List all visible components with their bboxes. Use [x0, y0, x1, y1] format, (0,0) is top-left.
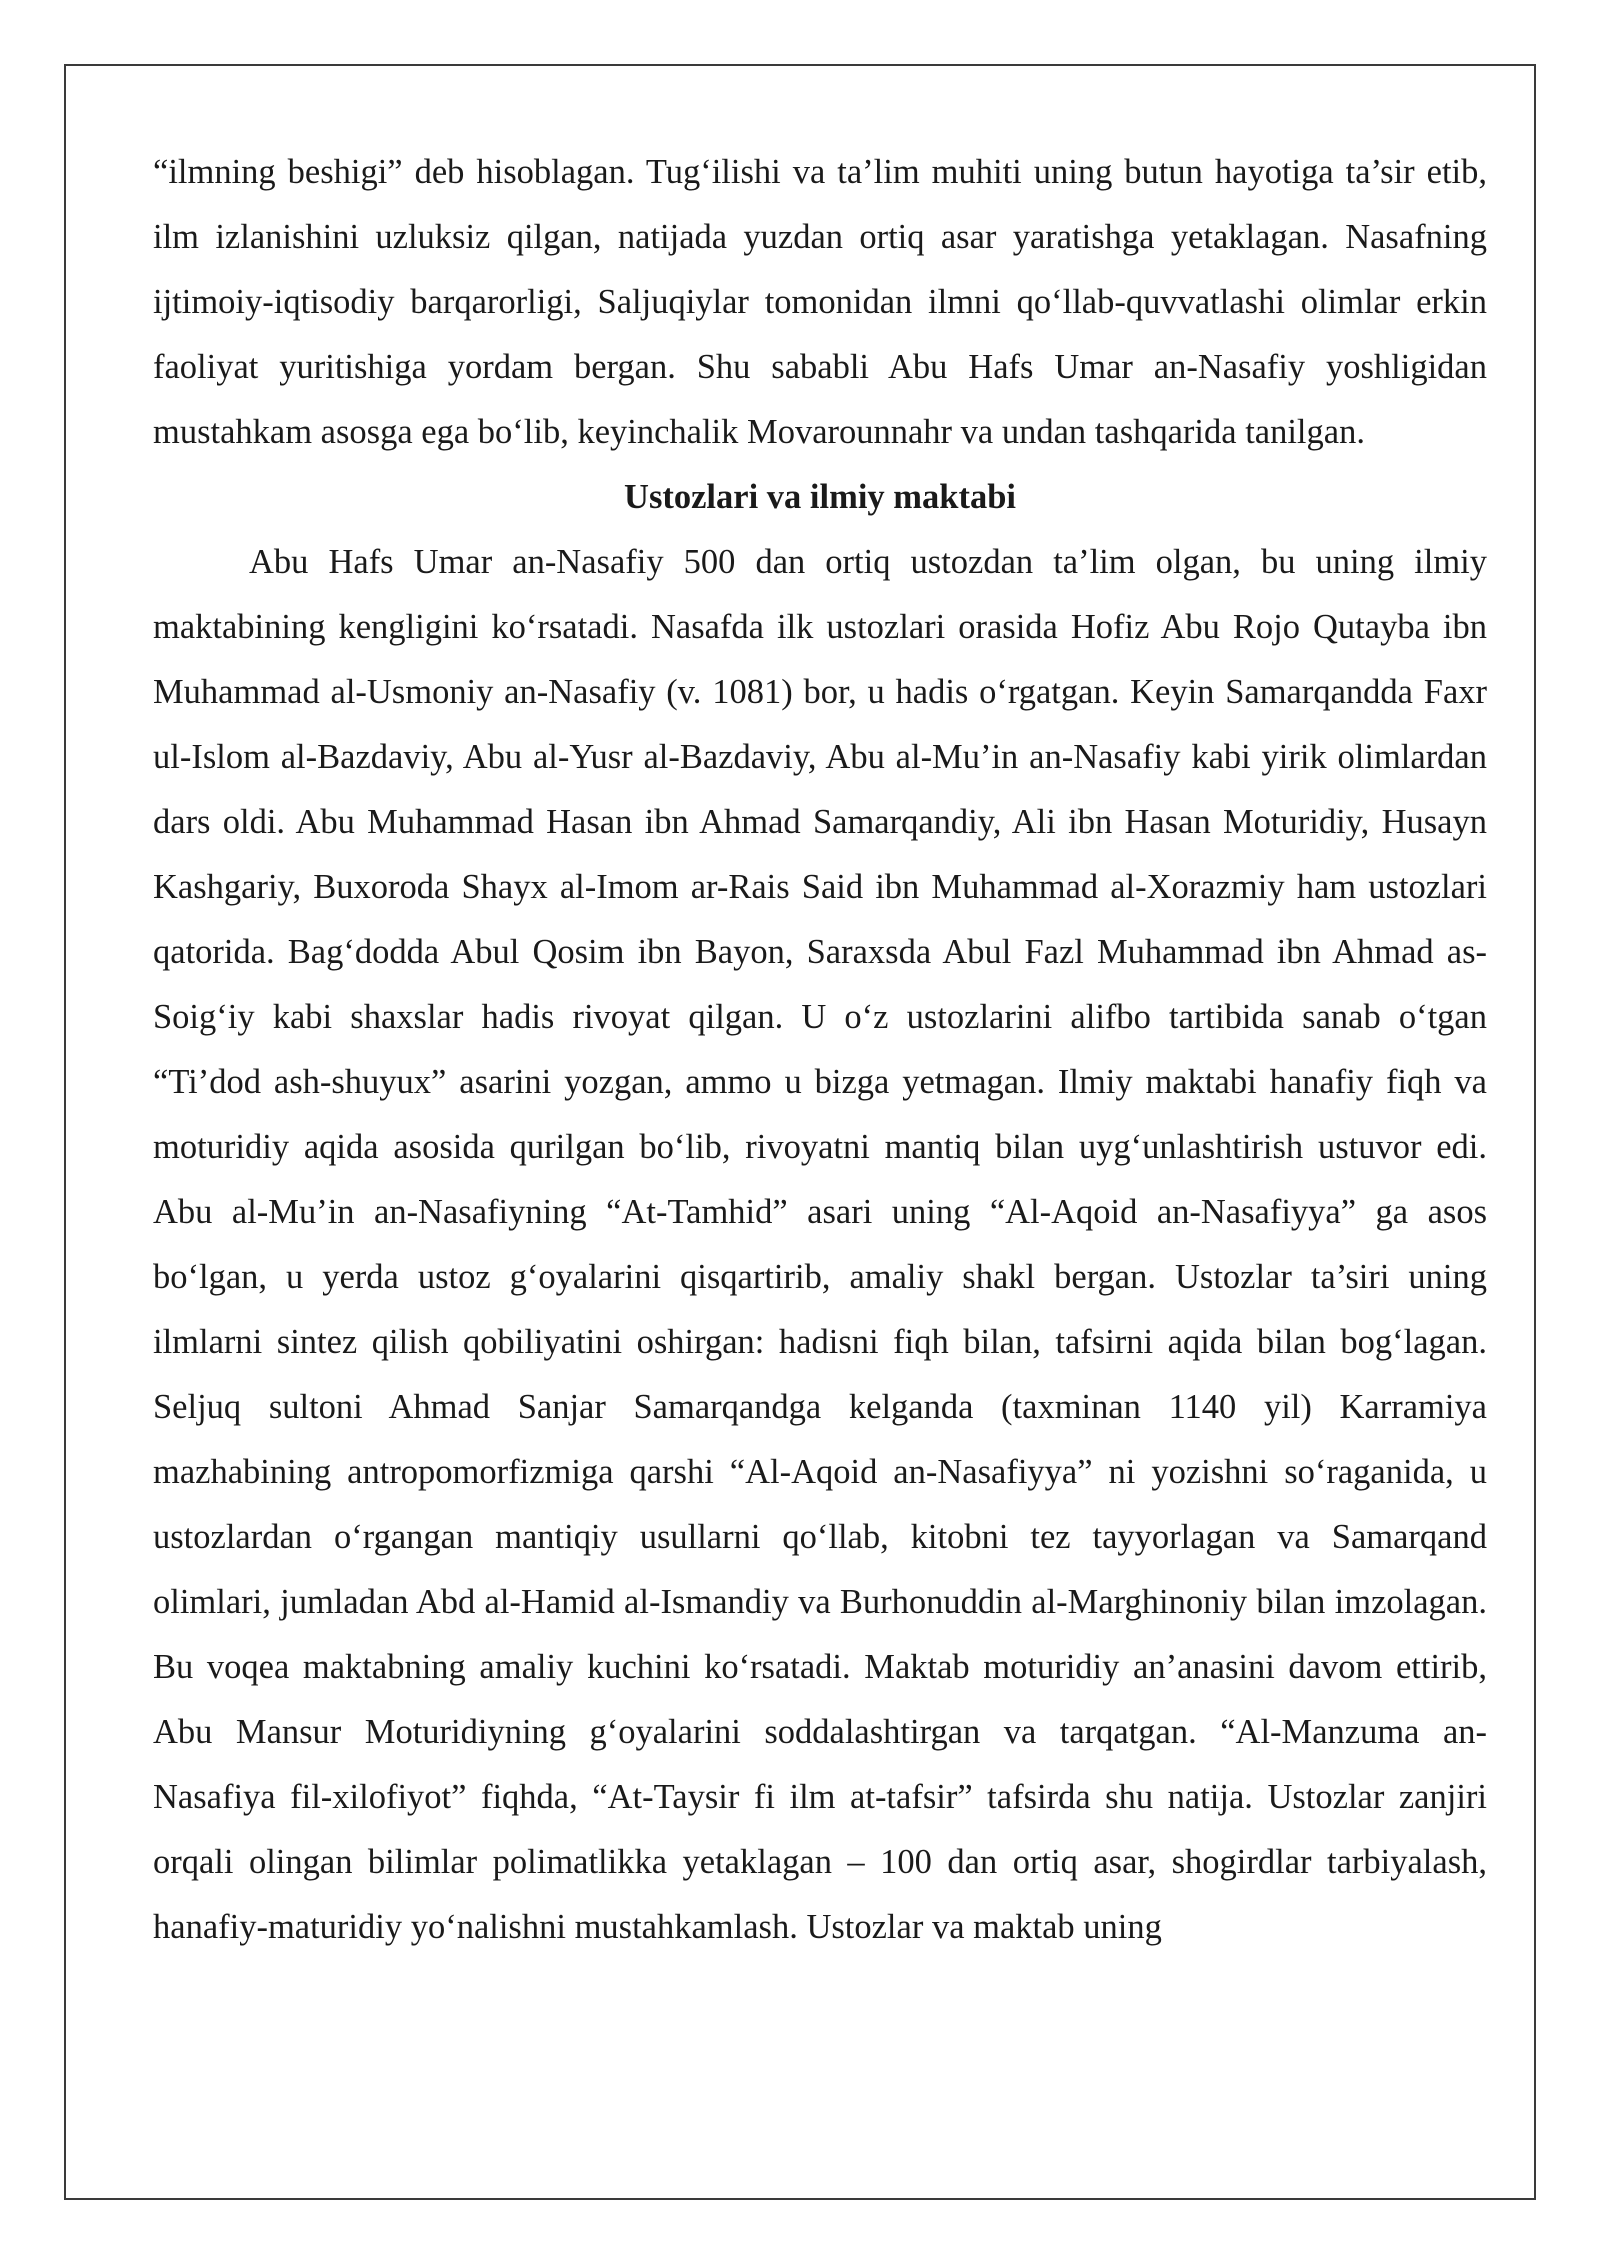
- body-paragraph: Abu Hafs Umar an-Nasafiy 500 dan ortiq ustozdan ta’lim olgan, bu uning ilmiy maktabining kengligini ko‘rsatadi. Nasafda ilk ustozlari orasida Hofiz Abu Rojo Qutayba ibn Muhammad al-Usmoniy an-Nasafiy (v. 1081) bor, u hadis o‘rgatgan. Keyin Samarqandda Faxr ul-Islom al-Bazdaviy, Abu al-Yusr al-Bazdaviy, Abu al-Mu’in an-Nasafiy kabi yirik olimlardan dars oldi. Abu Muhammad Hasan ibn Ahmad Samarqandiy, Ali ibn Hasan Moturidiy, Husayn Kashgariy, Buxoroda Shayx al-Imom ar-Rais Said ibn Muhammad al-Xorazmiy ham ustozlari qatorida. Bag‘dodda Abul Qosim ibn Bayon, Saraxsda Abul Fazl Muhammad ibn Ahmad as-Soig‘iy kabi shaxslar hadis rivoyat qilgan. U o‘z ustozlarini alifbo tartibida sanab o‘tgan “Ti’dod ash-shuyux” asarini yozgan, ammo u bizga yetmagan. Ilmiy maktabi hanafiy fiqh va moturidiy aqida asosida qurilgan bo‘lib, rivoyatni mantiq bilan uyg‘unlashtirish ustuvor edi. Abu al-Mu’in an-Nasafiyning “At-Tamhid” asari uning “Al-Aqoid an-Nasafiyya” ga asos bo‘lgan, u yerda ustoz g‘oyalarini qisqartirib, amaliy shakl bergan. Ustozlar ta’siri uning ilmlarni sintez qilish qobiliyatini oshirgan: hadisni fiqh bilan, tafsirni aqida bilan bog‘lagan. Seljuq sultoni Ahmad Sanjar Samarqandga kelganda (taxminan 1140 yil) Karramiya mazhabining antropomorfizmiga qarshi “Al-Aqoid an-Nasafiyya” ni yozishni so‘raganida, u ustozlardan o‘rgangan mantiqiy usullarni qo‘llab, kitobni tez tayyorlagan va Samarqand olimlari, jumladan Abd al-Hamid al-Ismandiy va Burhonuddin al-Marghinoniy bilan imzolagan. Bu voqea maktabning amaliy kuchini ko‘rsatadi. Maktab moturidiy an’anasini davom ettirib, Abu Mansur Moturidiyning g‘oyalarini soddalashtirgan va tarqatgan. “Al-Manzuma an-Nasafiya fil-xilofiyot” fiqhda, “At-Taysir fi ilm at-tafsir” tafsirda shu natija. Ustozlar zanjiri orqali olingan bilimlar polimatlikka yetaklagan – 100 dan ortiq asar, shogirdlar tarbiyalash, hanafiy-maturidiy yo‘nalishni mustahkamlash. Ustozlar va maktab uning: [153, 543, 1487, 1946]
- intro-paragraph: “ilmning beshigi” deb hisoblagan. Tug‘ilishi va ta’lim muhiti uning butun hayotiga ta’sir etib, ilm izlanishini uzluksiz qilgan, natijada yuzdan ortiq asar yaratishga yetaklagan. Nasafning ijtimoiy-iqtisodiy barqarorligi, Saljuqiylar tomonidan ilmni qo‘llab-quvvatlashi olimlar erkin faoliyat yuritishiga yordam bergan. Shu sababli Abu Hafs Umar an-Nasafiy yoshligidan mustahkam asosga ega bo‘lib, keyinchalik Movarounnahr va undan tashqarida tanilgan.: [153, 153, 1487, 451]
- section-heading: Ustozlari va ilmiy maktabi: [624, 478, 1016, 516]
- document-body: [153, 140, 1487, 1960]
